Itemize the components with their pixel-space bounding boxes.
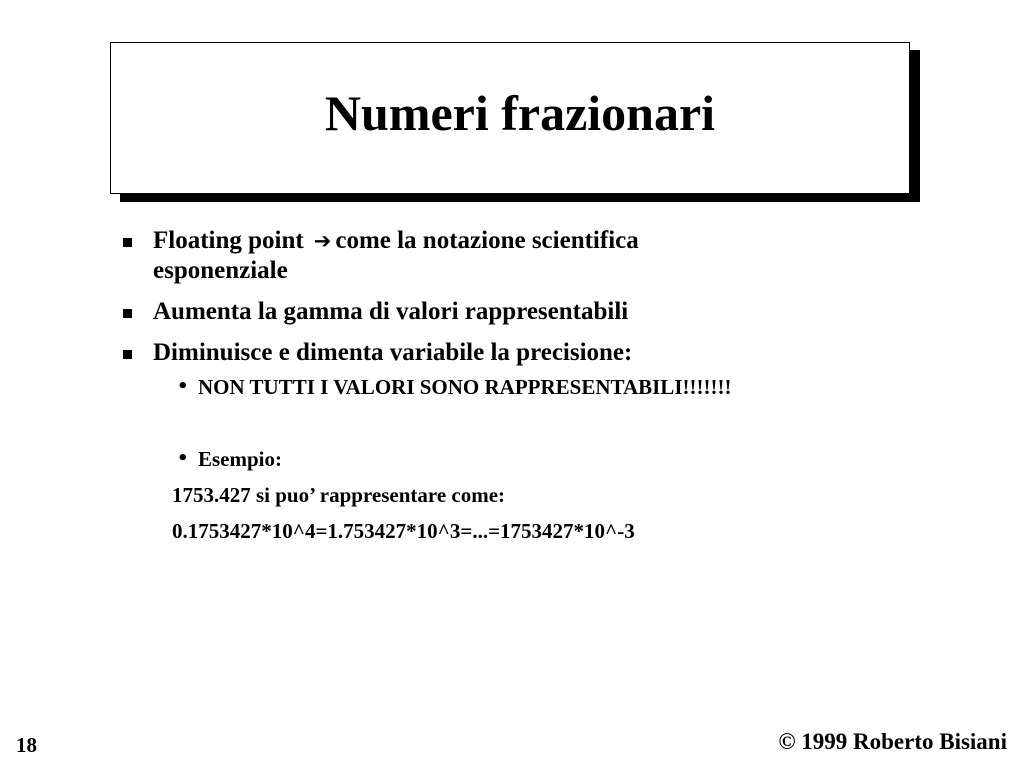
square-bullet-icon [123,309,132,318]
square-bullet-icon [123,350,132,359]
sub-bullet-text: NON TUTTI I VALORI SONO RAPPRESENTABILI!!!!!!! [198,375,732,399]
bullet-item-precisione [0,338,1024,368]
round-bullet-icon: • [177,376,189,397]
sub-bullet-item-esempio [0,446,1024,472]
example-line-2: 0.1753427*10^4=1.753427*10^3=...=1753427*10^-3 [172,519,635,543]
bullet-text: Floating point [153,227,304,254]
example-line-1: 1753.427 si puo’ rappresentare come: [172,483,506,507]
slide-title: Numeri frazionari [324,85,716,141]
bullet-item-floating-point [0,226,1024,286]
page-number: 18 [16,733,37,757]
copyright-notice: © 1999 Roberto Bisiani [778,729,1007,754]
bullet-text-continuation: esponenziale [153,257,288,284]
bullet-text: Diminuisce e dimenta variabile la precisione: [153,339,633,366]
title-box [110,42,910,194]
square-bullet-icon [123,238,132,247]
right-arrow-icon: ➔ [313,229,332,253]
round-bullet-icon: • [177,448,189,469]
bullet-item-gamma [0,297,1024,327]
bullet-text-after-arrow: come la notazione scientifica [335,227,639,254]
bullet-list [0,226,1024,544]
sub-bullet-text: Esempio: [198,447,282,471]
bullet-text: Aumenta la gamma di valori rappresentabili [153,298,629,325]
sub-bullet-item-non-tutti [0,374,1024,400]
